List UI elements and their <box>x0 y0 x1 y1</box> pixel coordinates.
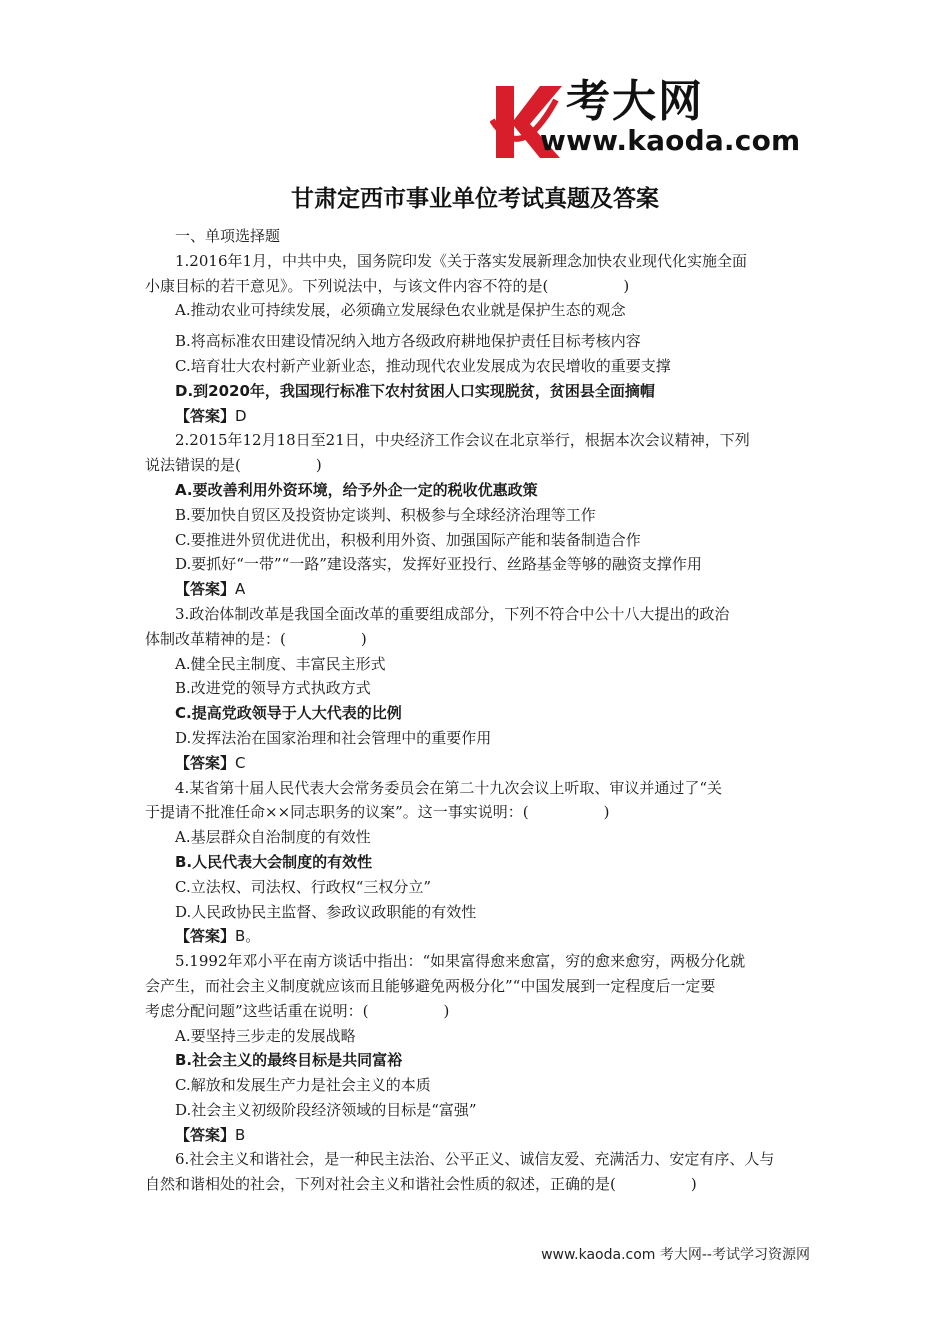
correct-option-line: B.人民代表大会制度的有效性 <box>175 852 373 871</box>
text-line: 小康目标的若干意见》。下列说法中，与该文件内容不符的是( ) <box>145 276 630 295</box>
text-line: 6.社会主义和谐社会，是一种民主法治、公平正义、诚信友爱、充满活力、安定有序、人与 <box>175 1150 775 1169</box>
answer-value: C <box>235 753 246 772</box>
text-line: D.发挥法治在国家治理和社会管理中的重要作用 <box>175 728 492 747</box>
page-footer: www.kaoda.com 考大网--考试学习资源网 <box>541 1247 810 1263</box>
text-line: A.推动农业可持续发展，必须确立发展绿色农业就是保护生态的观念 <box>175 301 626 320</box>
text-line: B.将高标准农田建设情况纳入地方各级政府耕地保护责任目标考核内容 <box>175 332 641 351</box>
text-line: 一、单项选择题 <box>175 227 281 245</box>
text-line: 体制改革精神的是：( ) <box>145 629 367 648</box>
text-line: 于提请不批准任命××同志职务的议案”。这一事实说明：( ) <box>145 803 610 822</box>
text-line: 1.2016年1月，中共中央，国务院印发《关于落实发展新理念加快农业现代化实施全面 <box>175 251 748 270</box>
text-line: C.要推进外贸优进优出，积极利用外资、加强国际产能和装备制造合作 <box>175 530 641 549</box>
text-line: 5.1992年邓小平在南方谈话中指出：“如果富得愈来愈富，穷的愈来愈穷，两极分化就 <box>175 952 746 971</box>
exam-content <box>145 224 810 1197</box>
logo-chinese-text: 考大网 <box>566 76 704 127</box>
kaoda-logo <box>490 76 820 160</box>
text-line: B.改进党的领导方式执政方式 <box>175 679 371 698</box>
correct-option-line: A.要改善利用外资环境，给予外企一定的税收优惠政策 <box>175 480 538 499</box>
text-line: A.健全民主制度、丰富民主形式 <box>175 654 386 673</box>
text-line: C.解放和发展生产力是社会主义的本质 <box>175 1076 431 1095</box>
answer-label: 【答案】 <box>175 927 236 946</box>
text-line: D.社会主义初级阶段经济领域的目标是“富强” <box>175 1100 477 1119</box>
correct-option-line: C.提高党政领导于人大代表的比例 <box>175 704 402 723</box>
answer-line <box>145 1123 810 1148</box>
text-line: A.要坚持三步走的发展战略 <box>175 1026 356 1045</box>
answer-value: B。 <box>235 927 261 946</box>
logo-url-text: www.kaoda.com <box>540 124 801 157</box>
answer-line <box>145 924 810 949</box>
answer-value: A <box>235 580 246 599</box>
answer-label: 【答案】 <box>175 753 236 772</box>
text-line: 3.政治体制改革是我国全面改革的重要组成部分，下列不符合中公十八大提出的政治 <box>175 604 730 623</box>
answer-label: 【答案】 <box>175 580 236 599</box>
text-line: C.立法权、司法权、行政权“三权分立” <box>175 877 432 896</box>
text-line: A.基层群众自治制度的有效性 <box>175 828 371 847</box>
answer-line <box>145 404 810 429</box>
text-line: 自然和谐相处的社会，下列对社会主义和谐社会性质的叙述，正确的是( ) <box>145 1175 697 1194</box>
text-line: 考虑分配问题”这些话重在说明：( ) <box>145 1001 450 1020</box>
answer-value: B <box>235 1125 246 1144</box>
answer-value: D <box>235 406 247 425</box>
correct-option-line: D.到2020年，我国现行标准下农村贫困人口实现脱贫，贫困县全面摘帽 <box>175 381 655 400</box>
answer-line <box>145 751 810 776</box>
text-line: 说法错误的是( ) <box>145 456 322 475</box>
text-line: 4.某省第十届人民代表大会常务委员会在第二十九次会议上听取、审议并通过了“关 <box>175 778 722 797</box>
text-line: 2.2015年12月18日至21日，中央经济工作会议在北京举行，根据本次会议精神，下列 <box>175 431 750 450</box>
text-line: B.要加快自贸区及投资协定谈判、积极参与全球经济治理等工作 <box>175 505 596 524</box>
page-title: 甘肃定西市事业单位考试真题及答案 <box>291 186 659 212</box>
text-line: C.培育壮大农村新产业新业态，推动现代农业发展成为农民增收的重要支撑 <box>175 356 671 375</box>
correct-option-line: B.社会主义的最终目标是共同富裕 <box>175 1051 403 1070</box>
answer-line <box>145 577 810 602</box>
text-line: D.人民政协民主监督、参政议政职能的有效性 <box>175 902 477 921</box>
answer-label: 【答案】 <box>175 406 236 425</box>
text-line: 会产生，而社会主义制度就应该而且能够避免两极分化”“中国发展到一定程度后一定要 <box>145 976 716 995</box>
text-line: D.要抓好“一带”“一路”建设落实，发挥好亚投行、丝路基金等够的融资支撑作用 <box>175 555 702 574</box>
answer-label: 【答案】 <box>175 1125 236 1144</box>
